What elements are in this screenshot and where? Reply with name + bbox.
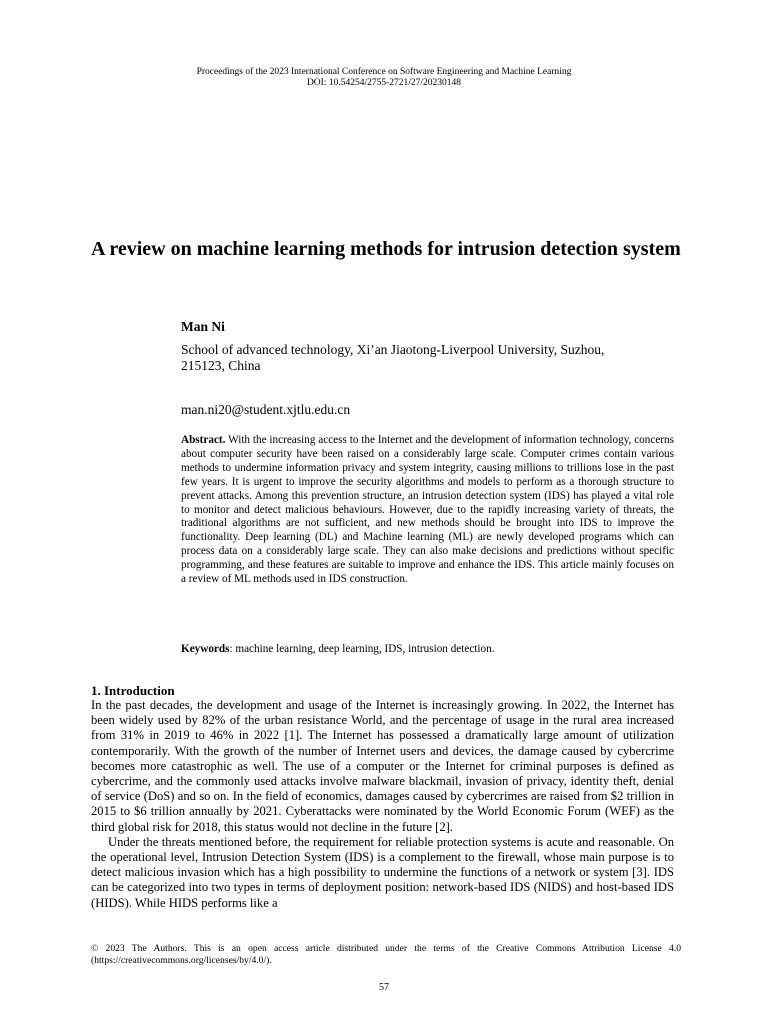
- conference-name: Proceedings of the 2023 International Conference on Software Engineering and Machine Learning: [196, 67, 572, 77]
- abstract: [181, 434, 674, 587]
- author-affiliation: School of advanced technology, Xi’an Jiaotong-Liverpool University, Suzhou, 215123, China: [181, 342, 605, 373]
- author-name: Man Ni: [181, 319, 225, 334]
- introduction-body: [91, 698, 674, 911]
- license-footnote: © 2023 The Authors. This is an open access article distributed under the terms of the Creative Commons Attribution License 4.0 (https://creativecommons.org/licenses/by/4.0/).: [91, 943, 681, 966]
- abstract-text: With the increasing access to the Internet and the development of information technology, concerns about computer security have been raised on a considerably large scale. Computer crimes contain various methods to undermine information privacy and system integrity, causing millions to trillions lose in the past few years. It is urgent to improve the security algorithms and models to perform as a thorough structure to prevent attacks. Among this prevention structure, an intrusion detection system (IDS) has played a vital role to monitor and detect malicious behaviours. However, due to the rapidly increasing variety of threats, the traditional algorithms are not sufficient, and new methods should be brought into IDS to improve the functionality. Deep learning (DL) and Machine learning (ML) are newly developed programs which can process data on a considerably large scale. They can also make decisions and predictions without specific programming, and these features are suitable to improve and enhance the IDS. This article mainly focuses on a review of ML methods used in IDS construction.: [181, 434, 674, 586]
- author-email: man.ni20@student.xjtlu.edu.cn: [181, 402, 351, 417]
- section-heading-introduction: 1. Introduction: [91, 683, 175, 698]
- paper-title: A review on machine learning methods for intrusion detection system: [91, 238, 681, 260]
- abstract-label: Abstract.: [181, 434, 226, 446]
- running-header: [0, 67, 768, 89]
- keywords-label: Keywords: [181, 643, 230, 655]
- paragraph: In the past decades, the development and usage of the Internet is increasingly growing. In 2022, the Internet has been widely used by 82% of the urban resistance World, and the percentage of usage in the rural area increased from 31% in 2019 to 46% in 2022 [1]. The Internet has possessed a dramatically large amount of utilization contemporarily. With the growth of the number of Internet users and devices, the damage caused by cybercrime becomes more catastrophic as well. The use of a computer or the Internet for criminal purposes is defined as cybercrime, and the commonly used attacks involve malware blackmail, invasion of privacy, identity theft, denial of service (DoS) and so on. In the field of economics, damages caused by cybercrimes are raised from $2 trillion in 2015 to $6 trillion annually by 2021. Cyberattacks were nominated by the World Economic Forum (WEF) as the third global risk for 2018, this status would not decline in the future [2].: [91, 698, 674, 834]
- keywords: [181, 642, 674, 656]
- page-number: 57: [379, 982, 389, 993]
- paragraph: Under the threats mentioned before, the requirement for reliable protection systems is acute and reasonable. On the operational level, Intrusion Detection System (IDS) is a complement to the firewall, whose main purpose is to detect malicious invasion which has a high possibility to undermine the functions of a network or system [3]. IDS can be categorized into two types in terms of deployment position: network-based IDS (NIDS) and host-based IDS (HIDS). While HIDS performs like a: [91, 834, 674, 910]
- doi: DOI: 10.54254/2755-2721/27/20230148: [306, 78, 462, 88]
- keywords-text: : machine learning, deep learning, IDS, intrusion detection.: [229, 643, 495, 655]
